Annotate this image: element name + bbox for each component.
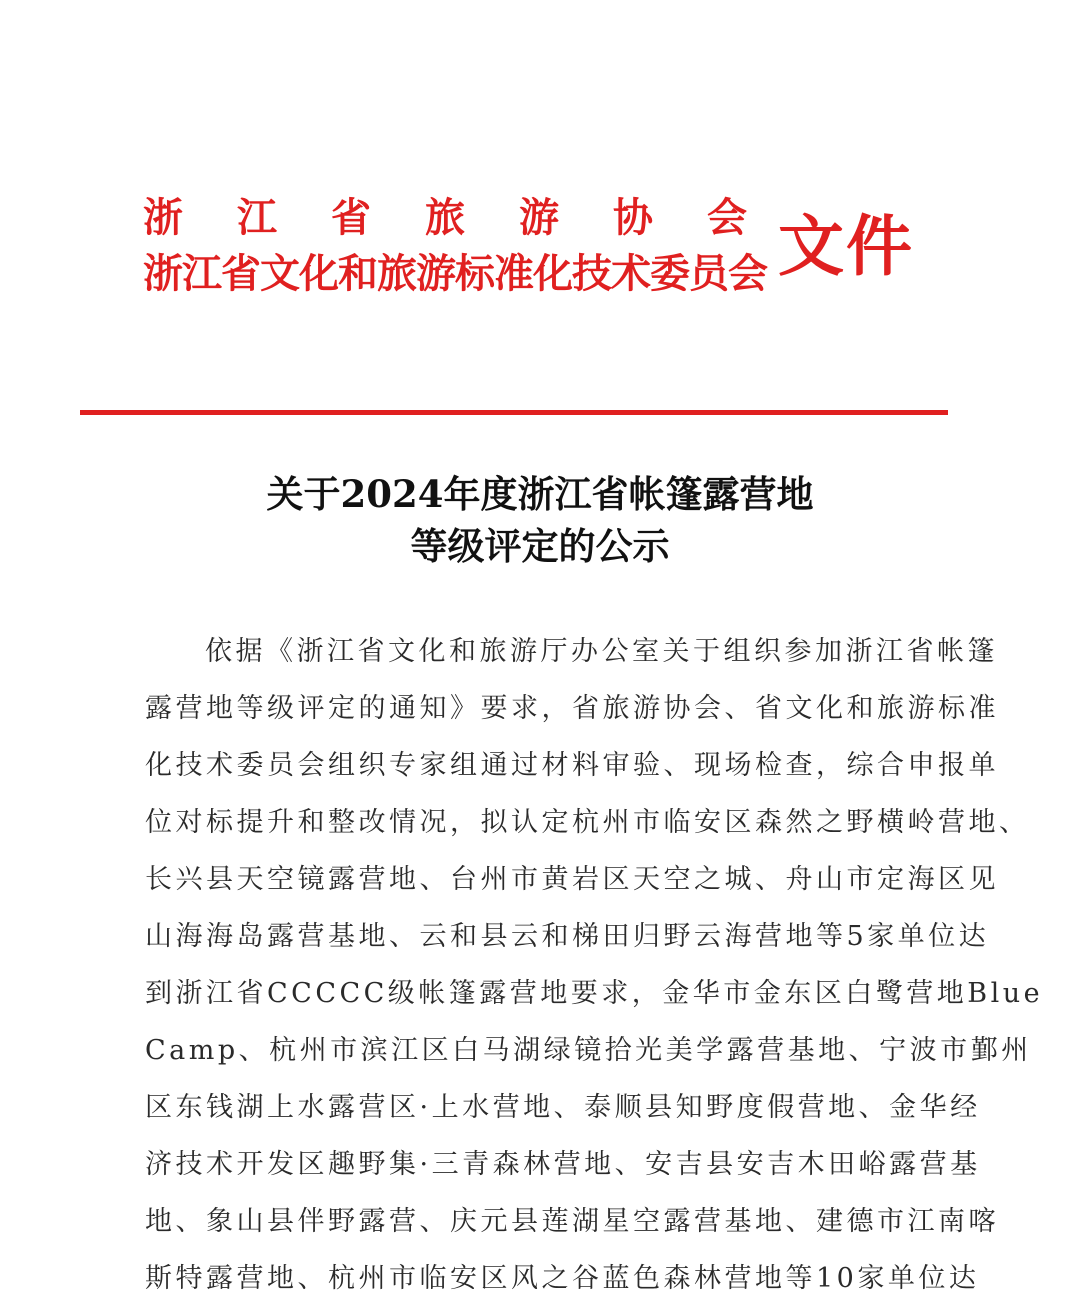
title-line-1: 关于2024年度浙江省帐篷露营地: [266, 472, 814, 516]
body-line: 到浙江省CCCCC级帐篷露营地要求，金华市金东区白鹭营地Blue: [145, 978, 1044, 1009]
body-line: 长兴县天空镜露营地、台州市黄岩区天空之城、舟山市定海区见: [145, 864, 999, 895]
body-line: 区东钱湖上水露营区·上水营地、泰顺县知野度假营地、金华经: [145, 1092, 981, 1123]
body-line: 露营地等级评定的通知》要求，省旅游协会、省文化和旅游标准: [145, 693, 999, 724]
body-line: 地、象山县伴野露营、庆元县莲湖星空露营基地、建德市江南喀: [145, 1206, 999, 1237]
body-line: 山海海岛露营基地、云和县云和梯田归野云海营地等5家单位达: [145, 921, 990, 952]
issuer-standardization-committee: 浙江省文化和旅游标准化技术委员会: [143, 250, 767, 297]
body-line: 济技术开发区趣野集·三青森林营地、安吉县安吉木田峪露营基: [145, 1149, 981, 1180]
red-header-rule: [80, 410, 948, 415]
document-type-label: 文件: [778, 207, 914, 285]
document-title: [0, 468, 1080, 572]
body-line: 位对标提升和整改情况，拟认定杭州市临安区森然之野横岭营地、: [145, 807, 1030, 838]
body-line: 依据《浙江省文化和旅游厅办公室关于组织参加浙江省帐篷: [205, 636, 998, 667]
body-line: Camp、杭州市滨江区白马湖绿镜拾光美学露营基地、宁波市鄞州: [145, 1035, 1032, 1066]
body-line: 化技术委员会组织专家组通过材料审验、现场检查，综合申报单: [145, 750, 999, 781]
issuer-tourism-association: 浙江省旅游协会: [143, 194, 801, 241]
title-line-2: 等级评定的公示: [410, 524, 670, 568]
issuer-block: [143, 190, 801, 302]
body-paragraph: [145, 623, 1044, 1307]
body-line: 斯特露营地、杭州市临安区风之谷蓝色森林营地等10家单位达: [145, 1263, 980, 1294]
